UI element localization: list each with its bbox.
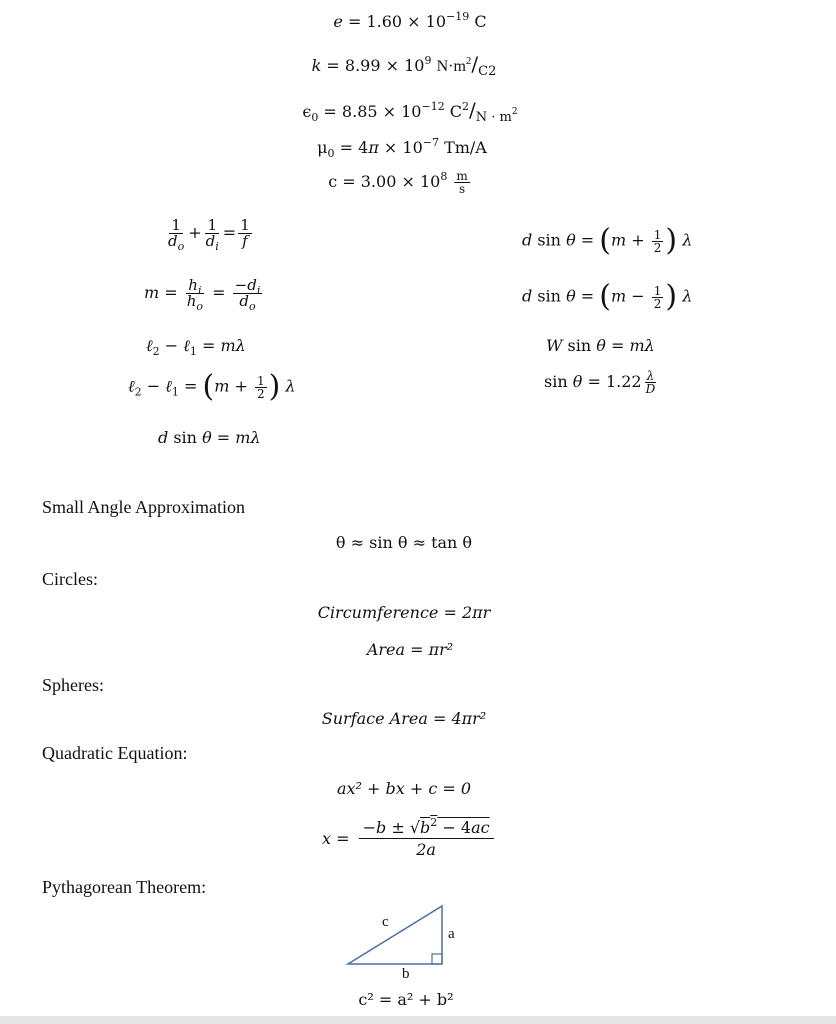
circumference-formula: Circumference = 2πr — [317, 603, 491, 622]
thin-film-plus: d sin θ = (m + $\frac{1}{2}$ ) λ — [522, 223, 693, 258]
permittivity: $\epsilon_0 = 8.85 \times 10^{-12}$ $C^2/_{N \cdot m^2}$ — [302, 98, 518, 125]
rayleigh-criterion: sin θ = 1.22 $\frac{\lambda}{D}$ — [544, 369, 656, 396]
sphere-surface-formula: Surface Area = 4πr² — [321, 709, 487, 728]
electron-charge: $e = 1.60 \times 10^{-19}$ C — [333, 10, 487, 31]
bottom-bar — [0, 1016, 836, 1024]
quadratic-heading: Quadratic Equation: — [42, 743, 188, 763]
pythagorean-formula: c² = a² + b² — [358, 990, 454, 1009]
hypotenuse-label: c — [382, 914, 389, 930]
circles-heading: Circles: — [42, 569, 98, 589]
right-triangle-diagram — [340, 900, 480, 970]
spheres-heading: Spheres: — [42, 675, 104, 695]
quadratic-formula: x = $\frac{-b \pm √b^2 - 4ac}{2a}$ — [322, 818, 496, 861]
path-difference-destructive: ℓ$_2$ − ℓ$_1$ = (m + $\frac{1}{2}$ ) λ — [128, 369, 296, 404]
pythagorean-heading: Pythagorean Theorem: — [42, 877, 207, 897]
magnification-equation: m = $\frac{h_i}{h_o}$ = $\frac{-d_i}{d_o}$ — [144, 276, 261, 313]
thin-film-minus: d sin θ = (m − $\frac{1}{2}$ ) λ — [522, 279, 693, 314]
horizontal-side-label: b — [402, 966, 410, 982]
small-angle-formula: θ ≈ sin θ ≈ tan θ — [335, 533, 473, 552]
thin-lens-equation: $\frac{1}{d_o}$ + $\frac{1}{d_i}$ = $\frac{1}{f}$ — [168, 216, 250, 253]
small-angle-heading: Small Angle Approximation — [42, 497, 245, 517]
circle-area-formula: Area = πr² — [366, 640, 454, 659]
path-difference-constructive: ℓ$_2$ − ℓ$_1$ = mλ — [146, 336, 246, 358]
right-angle-marker — [432, 954, 442, 964]
vertical-side-label: a — [448, 926, 455, 942]
quadratic-equation: ax² + bx + c = 0 — [336, 779, 472, 798]
speed-of-light: $c = 3.00 \times 10^8$ $\frac{m}{s}$ — [328, 169, 468, 196]
permeability: $\mu_0 = 4\pi \times 10^{-7}$ Tm/A — [317, 136, 487, 160]
triangle-shape — [348, 906, 442, 964]
double-slit-bright: d sin θ = mλ — [158, 428, 261, 447]
single-slit-dark: W sin θ = mλ — [546, 336, 655, 355]
coulomb-constant: $k = 8.99 \times 10^9$ $N\cdot m^2/_{C2}$ — [311, 52, 497, 79]
